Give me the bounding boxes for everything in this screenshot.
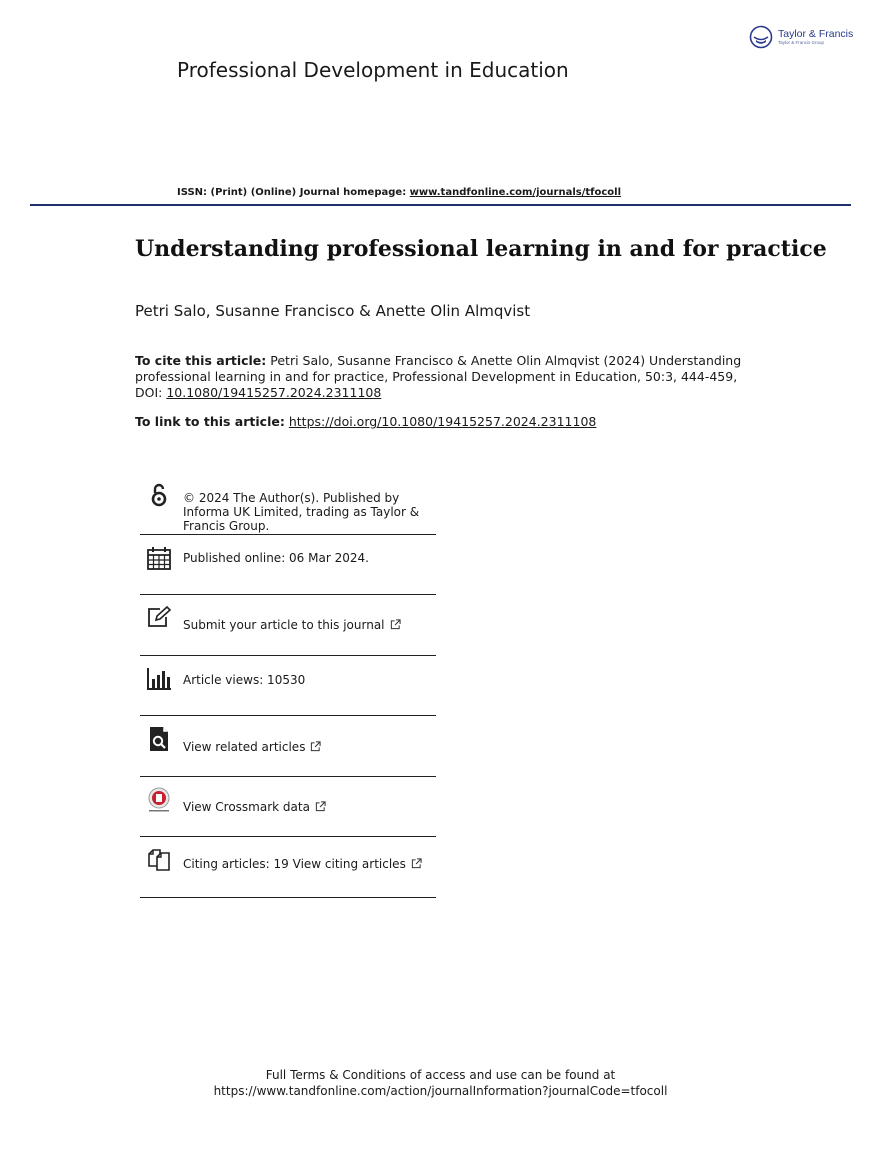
crossmark-icon <box>146 787 172 813</box>
citing-articles-icon <box>146 847 172 873</box>
publisher-logo <box>749 25 859 53</box>
terms-url[interactable]: https://www.tandfonline.com/action/journalInformation?journalCode=tfocoll <box>213 1084 668 1098</box>
external-link-icon <box>411 858 422 869</box>
citation-block <box>135 353 755 401</box>
list-item-published <box>140 535 436 595</box>
article-views: Article views: 10530 <box>183 673 306 687</box>
list-item-related[interactable] <box>140 716 436 777</box>
list-item-citing[interactable] <box>140 837 436 898</box>
article-link-label: To link to this article: <box>135 414 285 429</box>
crossmark-link[interactable]: View Crossmark data <box>183 800 326 814</box>
list-item-license <box>140 478 436 535</box>
header-divider <box>30 204 851 206</box>
license-text: © 2024 The Author(s). Published by Informa UK Limited, trading as Taylor & Francis Group. <box>183 491 420 533</box>
article-title: Understanding professional learning in and for practice <box>135 236 827 262</box>
external-link-icon <box>390 619 401 630</box>
issn-line <box>177 187 621 198</box>
list-item-views <box>140 656 436 716</box>
edit-icon <box>146 605 172 631</box>
article-doi-url[interactable]: https://doi.org/10.1080/19415257.2024.2311108 <box>288 414 597 429</box>
open-access-icon <box>146 482 172 508</box>
bar-chart-icon <box>146 666 172 692</box>
journal-title: Professional Development in Education <box>177 58 569 82</box>
terms-text: Full Terms & Conditions of access and use can be found at <box>265 1068 616 1082</box>
article-info-list <box>140 478 436 898</box>
search-document-icon <box>146 726 172 752</box>
citation-text: Petri Salo, Susanne Francisco & Anette Olin Almqvist (2024) Understanding professional learning in and for practice, Professional Development in Education, 50:3, 444-459, DOI: <box>135 353 742 400</box>
terms-footer <box>0 1067 881 1099</box>
list-item-crossmark[interactable] <box>140 777 436 837</box>
publisher-name: Taylor & Francis <box>778 28 854 40</box>
related-articles-link[interactable]: View related articles <box>183 740 321 754</box>
external-link-icon <box>315 801 326 812</box>
submit-link[interactable]: Submit your article to this journal <box>183 618 401 632</box>
tf-logo-icon <box>749 25 773 49</box>
issn-text: ISSN: (Print) (Online) Journal homepage: <box>177 187 410 198</box>
citation-label: To cite this article: <box>135 353 267 368</box>
calendar-icon <box>146 545 172 571</box>
citing-articles-link[interactable]: Citing articles: 19 View citing articles <box>183 857 422 871</box>
article-authors: Petri Salo, Susanne Francisco & Anette Olin Almqvist <box>135 302 531 320</box>
external-link-icon <box>310 741 321 752</box>
published-date: Published online: 06 Mar 2024. <box>183 551 369 565</box>
list-item-submit[interactable] <box>140 595 436 656</box>
journal-homepage-link[interactable]: www.tandfonline.com/journals/tfocoll <box>409 187 622 198</box>
publisher-tagline: Taylor & Francis Group <box>778 40 825 45</box>
article-link-block <box>135 414 596 429</box>
citation-doi-link[interactable]: 10.1080/19415257.2024.2311108 <box>166 385 382 400</box>
